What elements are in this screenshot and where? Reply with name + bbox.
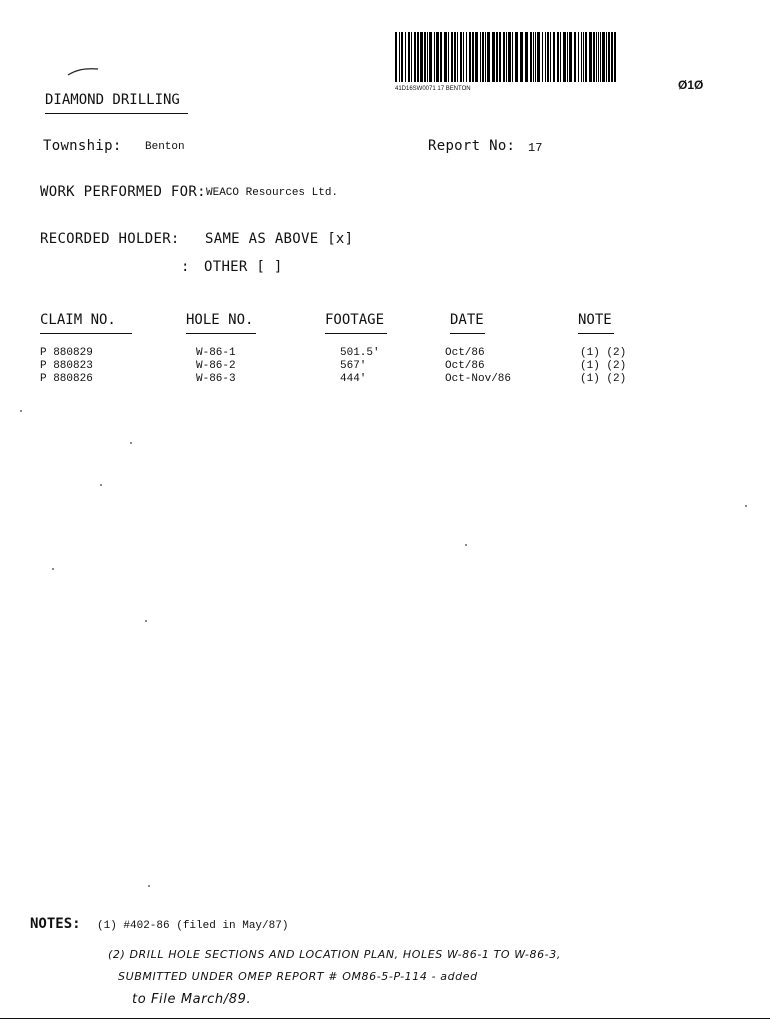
table-row-1-hole: W-86-1 [196, 347, 236, 359]
barcode-bar [499, 32, 501, 82]
date-header-underline [450, 333, 485, 334]
scan-speck [145, 620, 147, 622]
barcode-bar [475, 32, 478, 82]
barcode-bar [469, 32, 471, 82]
barcode-bar [427, 32, 428, 82]
scan-speck [465, 544, 467, 546]
note-2-line-3: to File March/89. [132, 992, 252, 1007]
table-row-2-hole: W-86-2 [196, 360, 236, 372]
barcode-bar [405, 32, 406, 82]
barcode-bar [440, 32, 442, 82]
table-row-2-date: Oct/86 [445, 360, 485, 372]
barcode-text: 41D16SW0071 17 BENTON [395, 86, 471, 92]
holder-other: OTHER [ ] [204, 259, 283, 275]
barcode-bar [448, 32, 449, 82]
barcode-bar [436, 32, 439, 82]
barcode-bar [535, 32, 536, 82]
barcode-bar [563, 32, 566, 82]
barcode-bar [574, 32, 576, 82]
notes-label: NOTES: [30, 916, 81, 932]
barcode-bar [411, 32, 412, 82]
barcode-bar [614, 32, 616, 82]
table-row-3-date: Oct-Nov/86 [445, 373, 512, 385]
barcode-bar [553, 32, 555, 82]
table-row-1-note: (1) (2) [580, 347, 627, 359]
barcode-bar [420, 32, 423, 82]
barcode-bar [560, 32, 561, 82]
note-2-line-2: SUBMITTED UNDER OMEP REPORT # OM86-5-P-114 - added [118, 970, 478, 983]
barcode-bar [424, 32, 426, 82]
barcode [395, 32, 617, 92]
barcode-bar [545, 32, 546, 82]
page-title: DIAMOND DRILLING [45, 92, 180, 108]
scan-speck [100, 484, 102, 486]
recorded-holder-label: RECORDED HOLDER: [40, 231, 180, 247]
document-code: Ø1Ø [678, 78, 704, 92]
township-label: Township: [43, 138, 122, 154]
column-header-note: NOTE [578, 312, 612, 328]
barcode-bar [492, 32, 495, 82]
footage-header-underline [325, 333, 387, 334]
barcode-bar [547, 32, 549, 82]
pen-mark [66, 64, 106, 78]
claim-header-underline [40, 333, 132, 334]
barcode-bar [585, 32, 587, 82]
barcode-bar [496, 32, 498, 82]
table-row-2-note: (1) (2) [580, 360, 627, 372]
barcode-bar [463, 32, 464, 82]
barcode-bar [598, 32, 599, 82]
barcode-bar [533, 32, 534, 82]
barcode-bar [460, 32, 462, 82]
title-underline [45, 113, 188, 114]
barcode-bar [434, 32, 435, 82]
table-row-1-footage: 501.5' [340, 347, 380, 359]
note-1: (1) #402-86 (filed in May/87) [97, 920, 289, 932]
barcode-bar [567, 32, 568, 82]
note-header-underline [578, 333, 614, 334]
column-header-footage: FOOTAGE [325, 312, 385, 328]
barcode-bar [417, 32, 419, 82]
table-row-2-footage: 567' [340, 360, 367, 372]
barcode-bar [466, 32, 467, 82]
report-value: 17 [528, 141, 543, 155]
barcode-bar [451, 32, 453, 82]
barcode-bar [525, 32, 528, 82]
work-performed-label: WORK PERFORMED FOR: [40, 184, 206, 200]
barcode-bar [581, 32, 582, 82]
barcode-bar [602, 32, 605, 82]
hole-header-underline [186, 333, 256, 334]
barcode-bar [472, 32, 474, 82]
barcode-bar [454, 32, 456, 82]
scan-speck [20, 410, 22, 412]
barcode-bar [589, 32, 592, 82]
barcode-bar [515, 32, 518, 82]
holder-other-colon: : [181, 259, 190, 275]
barcode-bar [457, 32, 458, 82]
barcode-bar [508, 32, 511, 82]
barcode-bar [611, 32, 613, 82]
barcode-bar [414, 32, 416, 82]
barcode-bar [399, 32, 400, 82]
table-row-3-hole: W-86-3 [196, 373, 236, 385]
barcode-bar [608, 32, 610, 82]
barcode-bar [557, 32, 559, 82]
table-row-1-claim: P 880829 [40, 347, 93, 359]
work-performed-value: WEACO Resources Ltd. [206, 187, 339, 199]
barcode-bar [512, 32, 513, 82]
note-2-line-1: (2) DRILL HOLE SECTIONS AND LOCATION PLAN, HOLES W-86-1 TO W-86-3, [108, 948, 561, 961]
barcode-bar [408, 32, 410, 82]
scan-speck [52, 568, 54, 570]
township-value: Benton [145, 141, 185, 153]
barcode-bar [530, 32, 532, 82]
barcode-bars [395, 32, 617, 84]
holder-same-as-above: SAME AS ABOVE [x] [205, 231, 354, 247]
barcode-bar [596, 32, 597, 82]
barcode-bar [606, 32, 607, 82]
barcode-bar [482, 32, 484, 82]
barcode-bar [506, 32, 507, 82]
barcode-bar [487, 32, 490, 82]
barcode-bar [480, 32, 481, 82]
barcode-bar [395, 32, 397, 82]
barcode-bar [593, 32, 595, 82]
column-header-hole: HOLE NO. [186, 312, 254, 328]
table-row-3-claim: P 880826 [40, 373, 93, 385]
scan-speck [745, 505, 747, 507]
barcode-bar [520, 32, 523, 82]
barcode-bar [429, 32, 432, 82]
table-row-2-claim: P 880823 [40, 360, 93, 372]
column-header-claim: CLAIM NO. [40, 312, 116, 328]
barcode-bar [578, 32, 579, 82]
scan-speck [148, 885, 150, 887]
report-label: Report No: [428, 138, 516, 154]
barcode-bar [537, 32, 540, 82]
barcode-bar [583, 32, 584, 82]
table-row-3-footage: 444' [340, 373, 367, 385]
barcode-bar [444, 32, 447, 82]
barcode-bar [485, 32, 486, 82]
barcode-bar [600, 32, 601, 82]
column-header-date: DATE [450, 312, 484, 328]
barcode-bar [569, 32, 572, 82]
bottom-border [0, 1018, 770, 1019]
table-row-1-date: Oct/86 [445, 347, 485, 359]
barcode-bar [401, 32, 403, 82]
barcode-bar [503, 32, 505, 82]
scan-speck [130, 442, 132, 444]
barcode-bar [542, 32, 543, 82]
barcode-bar [550, 32, 551, 82]
table-row-3-note: (1) (2) [580, 373, 627, 385]
